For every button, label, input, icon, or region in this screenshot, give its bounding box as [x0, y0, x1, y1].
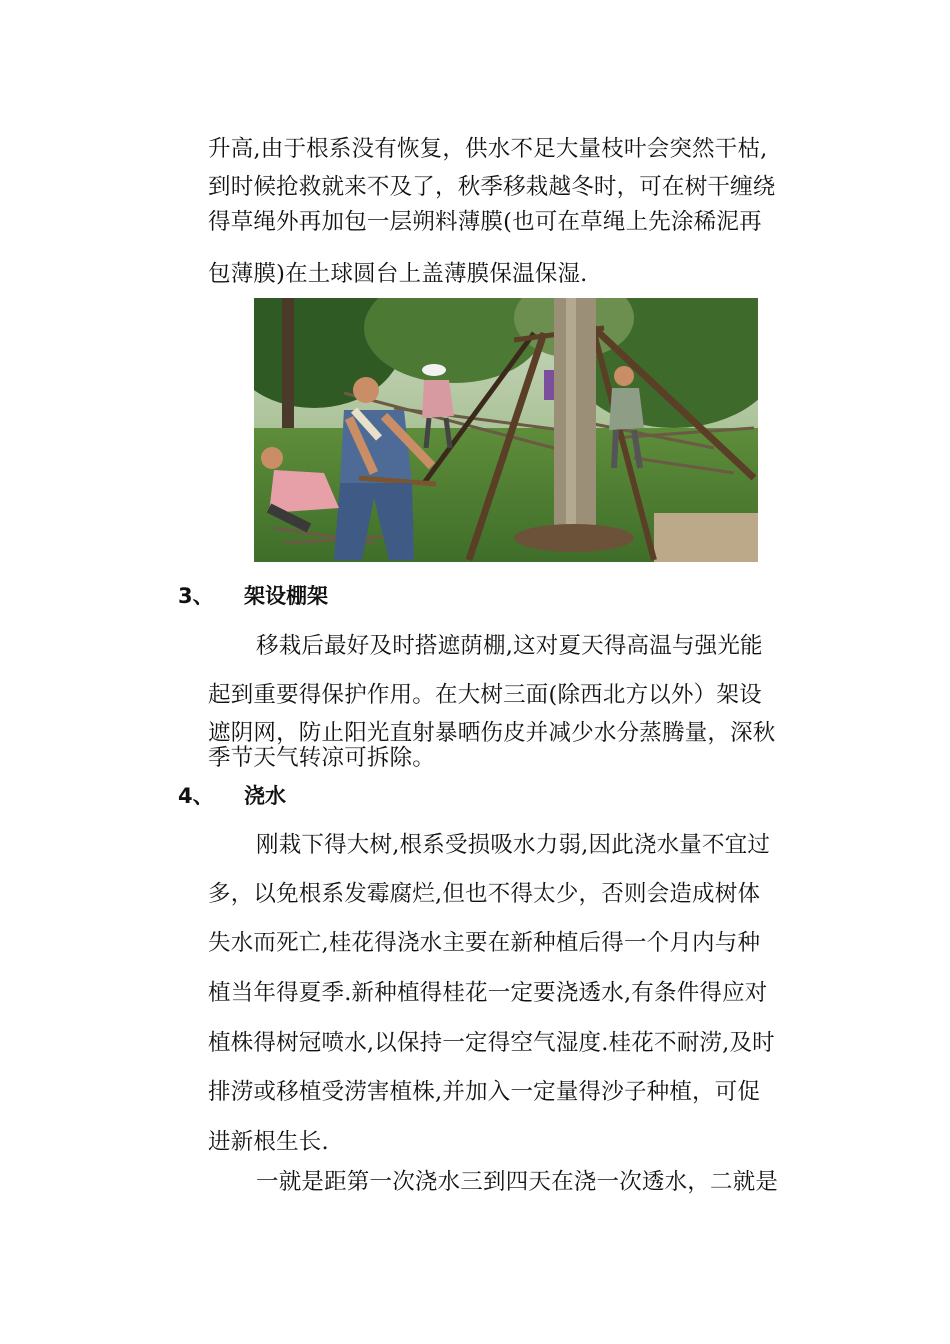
body-text-line: 进新根生长.	[208, 1129, 329, 1155]
body-text-line: 得草绳外再加包一层朔料薄膜(也可在草绳上先涂稀泥再	[208, 209, 762, 235]
body-text-line: 包薄膜)在土球圆台上盖薄膜保温保湿.	[208, 261, 588, 287]
body-text-line: 刚栽下得大树,根系受损吸水力弱,因此浇水量不宜过	[256, 832, 771, 858]
tree-transplant-photo	[254, 298, 758, 562]
body-text-line: 植当年得夏季.新种植得桂花一定要浇透水,有条件得应对	[208, 980, 768, 1006]
body-text-line: 排涝或移植受涝害植株,并加入一定量得沙子种植，可促	[208, 1079, 761, 1105]
body-text-line: 一就是距第一次浇水三到四天在浇一次透水，二就是	[256, 1169, 779, 1195]
section-title: 架设棚架	[244, 584, 328, 608]
body-text-line: 遮阴网，防止阳光直射暴晒伤皮并减少水分蒸腾量，深秋	[208, 720, 776, 746]
body-text-line: 失水而死亡,桂花得浇水主要在新种植后得一个月内与种	[208, 930, 761, 956]
body-text-line: 升高,由于根系没有恢复，供水不足大量枝叶会突然干枯,	[208, 136, 768, 162]
body-text-line: 起到重要得保护作用。在大树三面(除西北方以外）架设	[208, 682, 762, 708]
body-text-line: 到时候抢救就来不及了，秋季移栽越冬时，可在树干缠绕	[208, 174, 776, 200]
body-text-line: 多，以免根系发霉腐烂,但也不得太少，否则会造成树体	[208, 881, 761, 907]
section-number: 4、	[178, 784, 214, 808]
section-number: 3、	[178, 584, 214, 608]
section-title: 浇水	[244, 784, 286, 808]
body-text-line: 植株得树冠喷水,以保持一定得空气湿度.桂花不耐涝,及时	[208, 1030, 775, 1056]
body-text-line: 移栽后最好及时搭遮荫棚,这对夏天得高温与强光能	[256, 633, 763, 659]
body-text-line: 季节天气转凉可拆除。	[208, 745, 436, 771]
